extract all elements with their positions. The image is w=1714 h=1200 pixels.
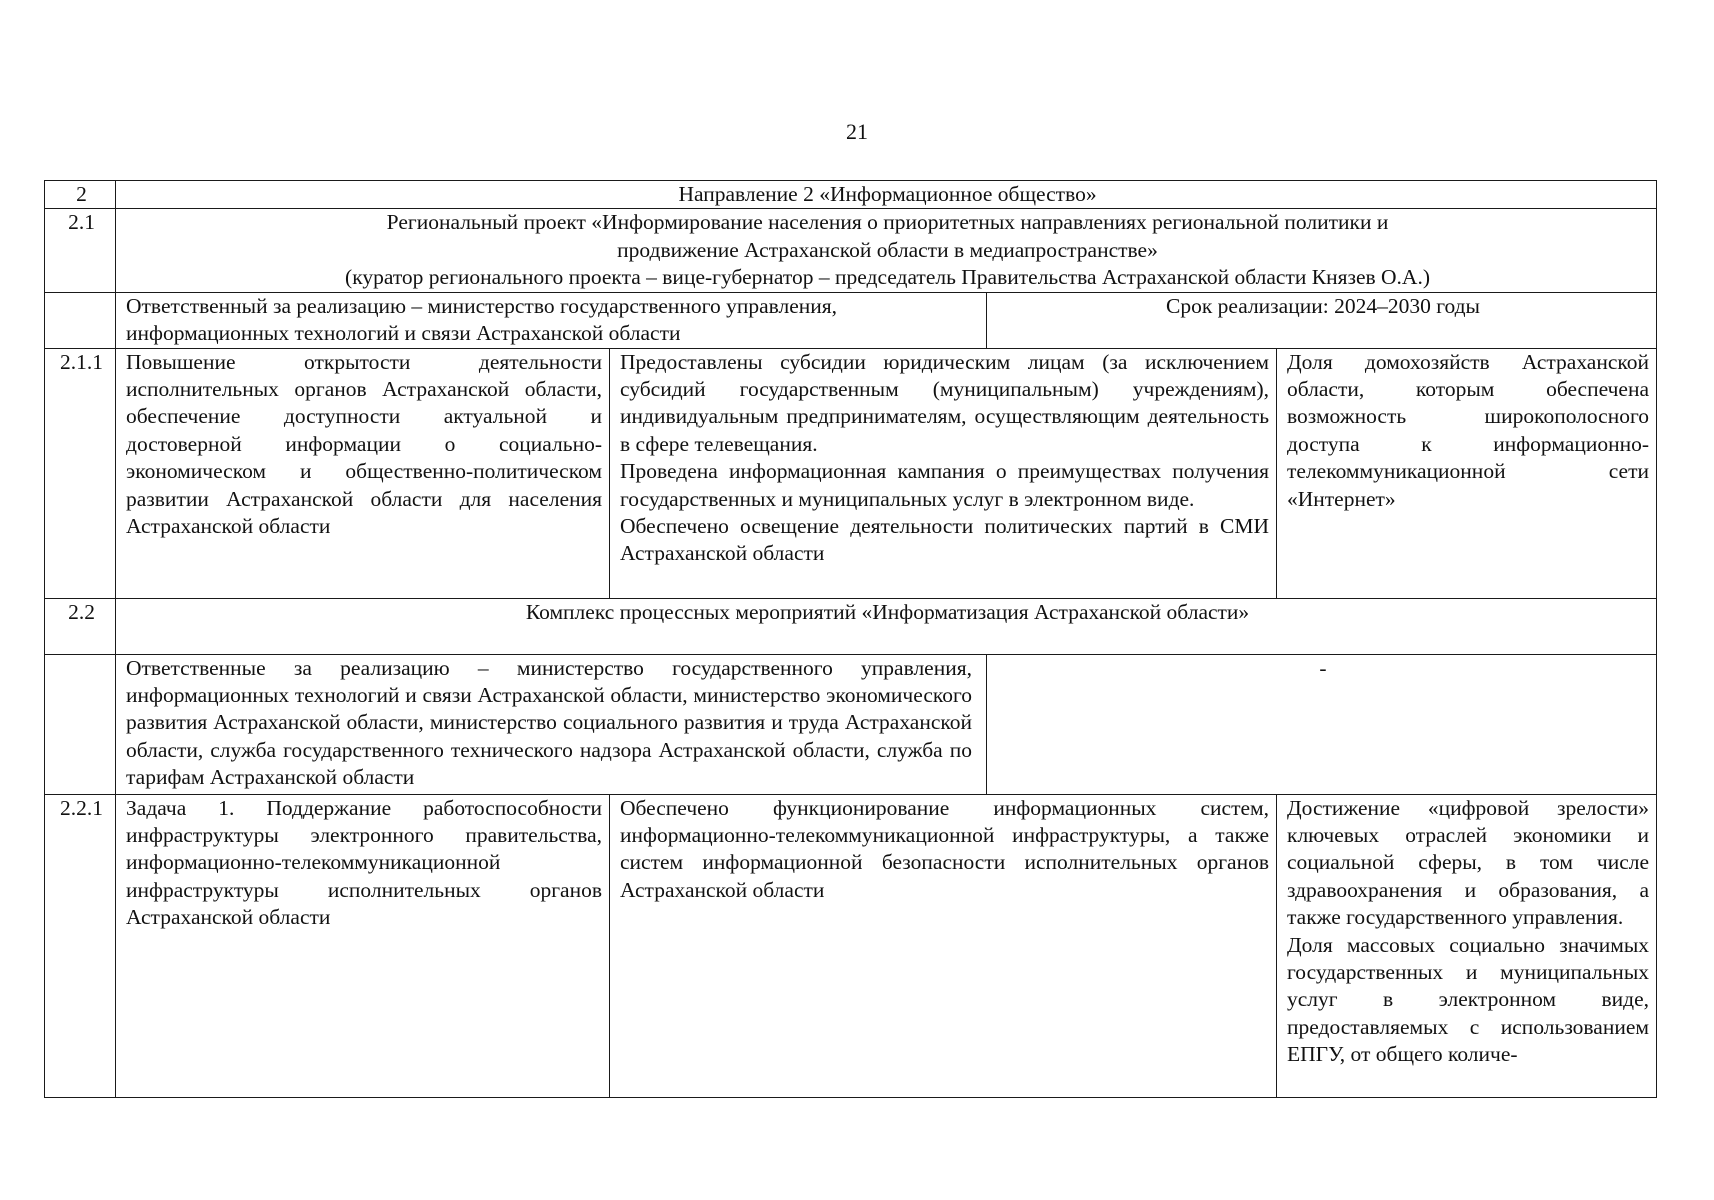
indicator-item: Достижение «цифровой зрелости» ключевых отраслей экономики и социальной сферы, в том числе здравоохранения и образования, а также государственного управления. <box>1287 795 1650 930</box>
title-line: продвижение Астраханской области в медиапространстве» <box>617 237 1158 262</box>
task-cell: Задача 1. Поддержание работоспособности инфраструктуры электронного правительства, информационно-телекоммуникационной инфраструктуры исполнительных органов Астраханской области <box>116 794 610 1097</box>
indicator-cell <box>1277 794 1657 1097</box>
responsible-cell: Ответственный за реализацию – министерство государственного управления, информационных технологий и связи Астраханской области <box>116 292 987 348</box>
row-number: 2.2.1 <box>45 794 116 1097</box>
result-item: Предоставлены субсидии юридическим лицам (за исключением субсидий государственным (муниципальным) учреждениям), индивидуальным предпринимателям, осуществляющим деятельность в сфере телевещания. <box>620 349 1269 456</box>
result-item: Обеспечено освещение деятельности политических партий в СМИ Астраханской области <box>620 514 1269 566</box>
table-row <box>45 794 1657 1097</box>
table-row <box>45 348 1657 598</box>
term-cell: Срок реализации: 2024–2030 годы <box>987 292 1657 348</box>
program-table <box>44 180 1657 1098</box>
result-item: Обеспечено функционирование информационных систем, информационно-телекоммуникационной инфраструктуры, а также систем информационной безопасности исполнительных органов Астраханской области <box>620 795 1269 902</box>
row-number: 2.2 <box>45 598 116 654</box>
term-cell: - <box>987 654 1657 794</box>
results-cell <box>610 794 1277 1097</box>
row-number: 2.1 <box>45 209 116 292</box>
page-number: 21 <box>846 119 868 144</box>
table-row <box>45 209 1657 292</box>
title-line: (куратор регионального проекта – вице-губернатор – председатель Правительства Астраханской области Князев О.А.) <box>345 265 1430 290</box>
indicator-item: Доля массовых социально значимых государственных и муниципальных услуг в электронном виде, предоставляемых с использованием ЕПГУ, от общего количе- <box>1287 932 1650 1067</box>
row-number-empty <box>45 292 116 348</box>
indicator-cell: Доля домохозяйств Астраханской области, которым обеспечена возможность широкополосного доступа к информационно-телекоммуникационной сети «Интернет» <box>1277 348 1657 598</box>
row-number: 2 <box>45 181 116 209</box>
responsible-cell: Ответственные за реализацию – министерство государственного управления, информационных технологий и связи Астраханской области, министерство экономического развития Астраханской области, министерство социального развития и труда Астраханской области, служба государственного технического надзора Астраханской области, служба по тарифам Астраханской области <box>116 654 987 794</box>
table-row <box>45 654 1657 794</box>
results-cell <box>610 348 1277 598</box>
table-row <box>45 292 1657 348</box>
task-cell: Повышение открытости деятельности исполнительных органов Астраханской области, обеспечение доступности актуальной и достоверной информации о социально-экономическом и общественно-политическом развитии Астраханской области для населения Астраханской области <box>116 348 610 598</box>
regional-project-title <box>116 209 1657 292</box>
row-number-empty <box>45 654 116 794</box>
row-number: 2.1.1 <box>45 348 116 598</box>
result-item: Проведена информационная кампания о преимуществах получения государственных и муниципальных услуг в электронном виде. <box>620 459 1269 511</box>
table-row <box>45 598 1657 654</box>
table-row <box>45 181 1657 209</box>
direction-title: Направление 2 «Информационное общество» <box>116 181 1657 209</box>
process-complex-title: Комплекс процессных мероприятий «Информатизация Астраханской области» <box>116 598 1657 654</box>
title-line: Региональный проект «Информирование населения о приоритетных направлениях региональной политики и <box>386 210 1389 235</box>
